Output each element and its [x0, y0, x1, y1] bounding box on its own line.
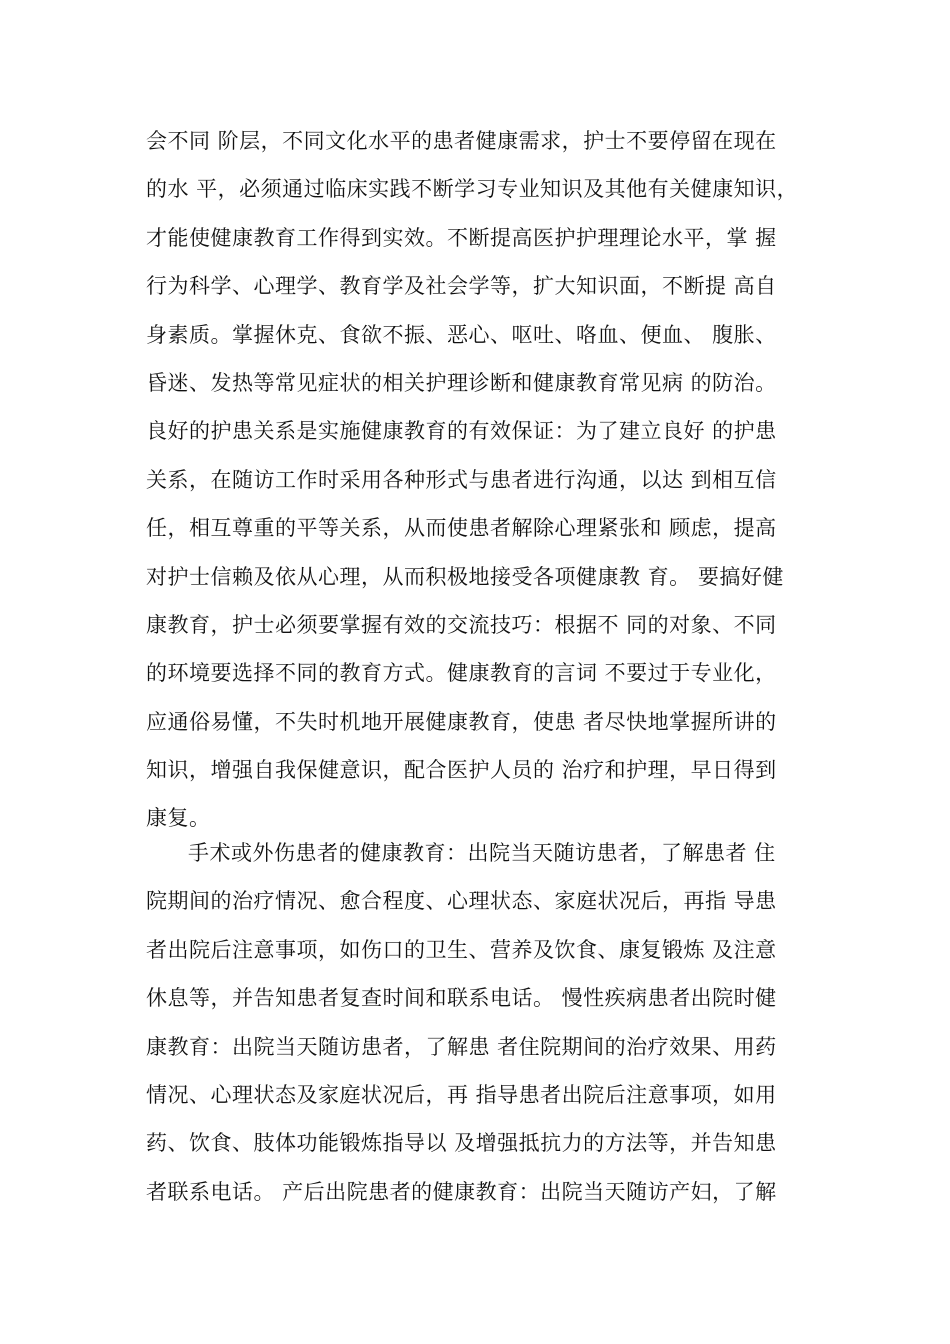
text-line: 知识，增强自我保健意识，配合医护人员的 治疗和护理，早日得到 — [146, 758, 777, 783]
text-line-indented: 手术或外伤患者的健康教育：出院当天随访患者，了解患者 住 — [188, 841, 776, 865]
text-line: 的水 平，必须通过临床实践不断学习专业知识及其他有关健康知识， — [146, 177, 799, 202]
text-line: 的环境要选择不同的教育方式。健康教育的言词 不要过于专业化， — [146, 661, 777, 686]
text-line: 行为科学、心理学、教育学及社会学等，扩大知识面，不断提 高自 — [146, 274, 777, 299]
text-line: 康教育，护士必须要掌握有效的交流技巧：根据不 同的对象、不同 — [146, 612, 777, 637]
text-line: 者出院后注意事项，如伤口的卫生、营养及饮食、康复锻炼 及注意 — [146, 937, 777, 962]
paragraph-1 — [146, 117, 816, 843]
text-line: 才能使健康教育工作得到实效。不断提高医护护理理论水平，掌 握 — [146, 225, 777, 250]
text-line: 应通俗易懂，不失时机地开展健康教育，使患 者尽快地掌握所讲的 — [146, 709, 777, 734]
text-line: 身素质。掌握休克、食欲不振、恶心、呕吐、咯血、便血、 腹胀、 — [146, 322, 777, 347]
text-line: 关系，在随访工作时采用各种形式与患者进行沟通，以达 到相互信 — [146, 467, 777, 492]
text-line: 会不同 阶层，不同文化水平的患者健康需求，护士不要停留在现在 — [146, 129, 777, 153]
text-line: 休息等，并告知患者复查时间和联系电话。 慢性疾病患者出院时健 — [146, 986, 777, 1011]
text-line: 康教育：出院当天随访患者，了解患 者住院期间的治疗效果、用药 — [146, 1034, 777, 1059]
paragraph-2 — [146, 829, 816, 1216]
text-line: 对护士信赖及依从心理，从而积极地接受各项健康教 育。 要搞好健 — [146, 564, 784, 589]
text-line: 者联系电话。 产后出院患者的健康教育：出院当天随访产妇，了解 — [146, 1179, 777, 1204]
text-line: 昏迷、发热等常见症状的相关护理诊断和健康教育常见病 的防治。 — [146, 370, 777, 395]
text-line: 院期间的治疗情况、愈合程度、心理状态、家庭状况后，再指 导患 — [146, 889, 777, 914]
text-line: 良好的护患关系是实施健康教育的有效保证：为了建立良好 的护患 — [146, 419, 777, 444]
text-line: 药、饮食、肢体功能锻炼指导以 及增强抵抗力的方法等，并告知患 — [146, 1131, 777, 1156]
text-line: 情况、心理状态及家庭状况后，再 指导患者出院后注意事项，如用 — [146, 1082, 777, 1107]
text-line: 康复。 — [146, 806, 211, 831]
text-line: 任，相互尊重的平等关系，从而使患者解除心理紧张和 顾虑，提高 — [146, 516, 777, 541]
